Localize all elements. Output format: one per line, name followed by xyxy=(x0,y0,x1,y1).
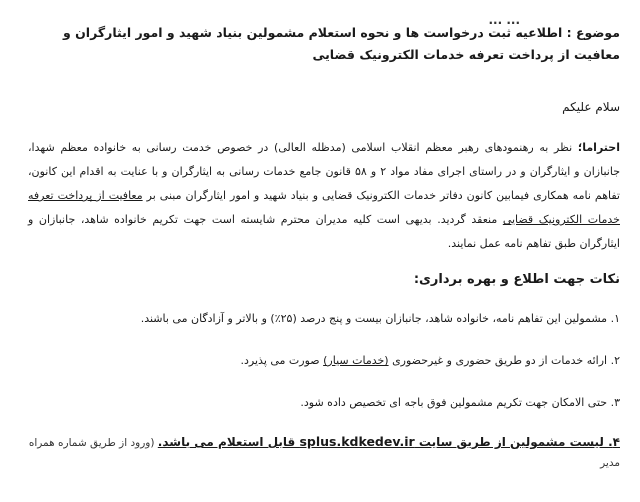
note-item-4 xyxy=(28,432,620,473)
document-page xyxy=(0,13,640,502)
document-subject: موضوع : اطلاعیه ثبت درخواست ها و نحوه استعلام مشمولین بنیاد شهید و امور ایثارگران و معافیت از پرداخت تعرفه خدمات الکترونیک قضایی xyxy=(63,25,620,62)
intro-lead: احتراما؛ xyxy=(577,141,620,154)
note-2-underlined: (خدمات سیار) xyxy=(323,354,389,367)
note-4-tail: (ورود از طریق شماره همراه مدیر xyxy=(28,437,620,469)
note-item-1: ۱. مشمولین این تفاهم نامه، خانواده شاهد، جانبازان بیست و پنج درصد (۲۵٪) و بالاتر و آزادگان می باشند. xyxy=(140,312,620,325)
note-2-after: صورت می پذیرد. xyxy=(240,354,324,367)
note-4-lead: ۴. لیست مشمولین از طریق سایت xyxy=(414,435,620,449)
intro-text-2: منعقد گردید. بدیهی است کلیه مدیران محترم شایسته است جهت تکریم خانواده شاهد، جانبازان و ایثارگران طبق تفاهم نامه عمل نمایند. xyxy=(28,213,620,250)
intro-underlined: معافیت از پرداخت تعرفه خدمات الکترونیک قضایی xyxy=(28,189,620,226)
intro-text-1: نظر به رهنمودهای رهبر معظم انقلاب اسلامی (مدظله العالی) در خصوص خدمت رسانی به خانواده معظم شهدا، جانبازان و ایثارگران و در راستای اجرای مفاد مواد ۲ و ۵۸ قانون جامع خدمات رسانی به ایثارگران و با عنایت به اقدام این کانون، تفاهم نامه همکاری فیمابین کانون دفاتر خدمات الکترونیک قضایی و بنیاد شهید و امور ایثارگران مبنی بر xyxy=(28,141,620,202)
intro-paragraph xyxy=(28,136,620,256)
note-2-before: ۲. ارائه خدمات از دو طریق حضوری و غیرحضوری xyxy=(388,354,620,367)
note-item-3: ۳. حتی الامکان جهت تکریم مشمولین فوق باجه ای تخصیص داده شود. xyxy=(300,396,620,409)
note-item-2 xyxy=(28,352,620,370)
site-link[interactable]: splus.kdkedev.ir xyxy=(299,434,415,449)
notes-title: نکات جهت اطلاع و بهره برداری: xyxy=(413,272,620,287)
note-4-after: قابل استعلام می باشد. xyxy=(157,435,300,449)
greeting: سلام علیکم xyxy=(562,100,620,114)
top-cutoff-text: ... ... xyxy=(488,13,520,27)
